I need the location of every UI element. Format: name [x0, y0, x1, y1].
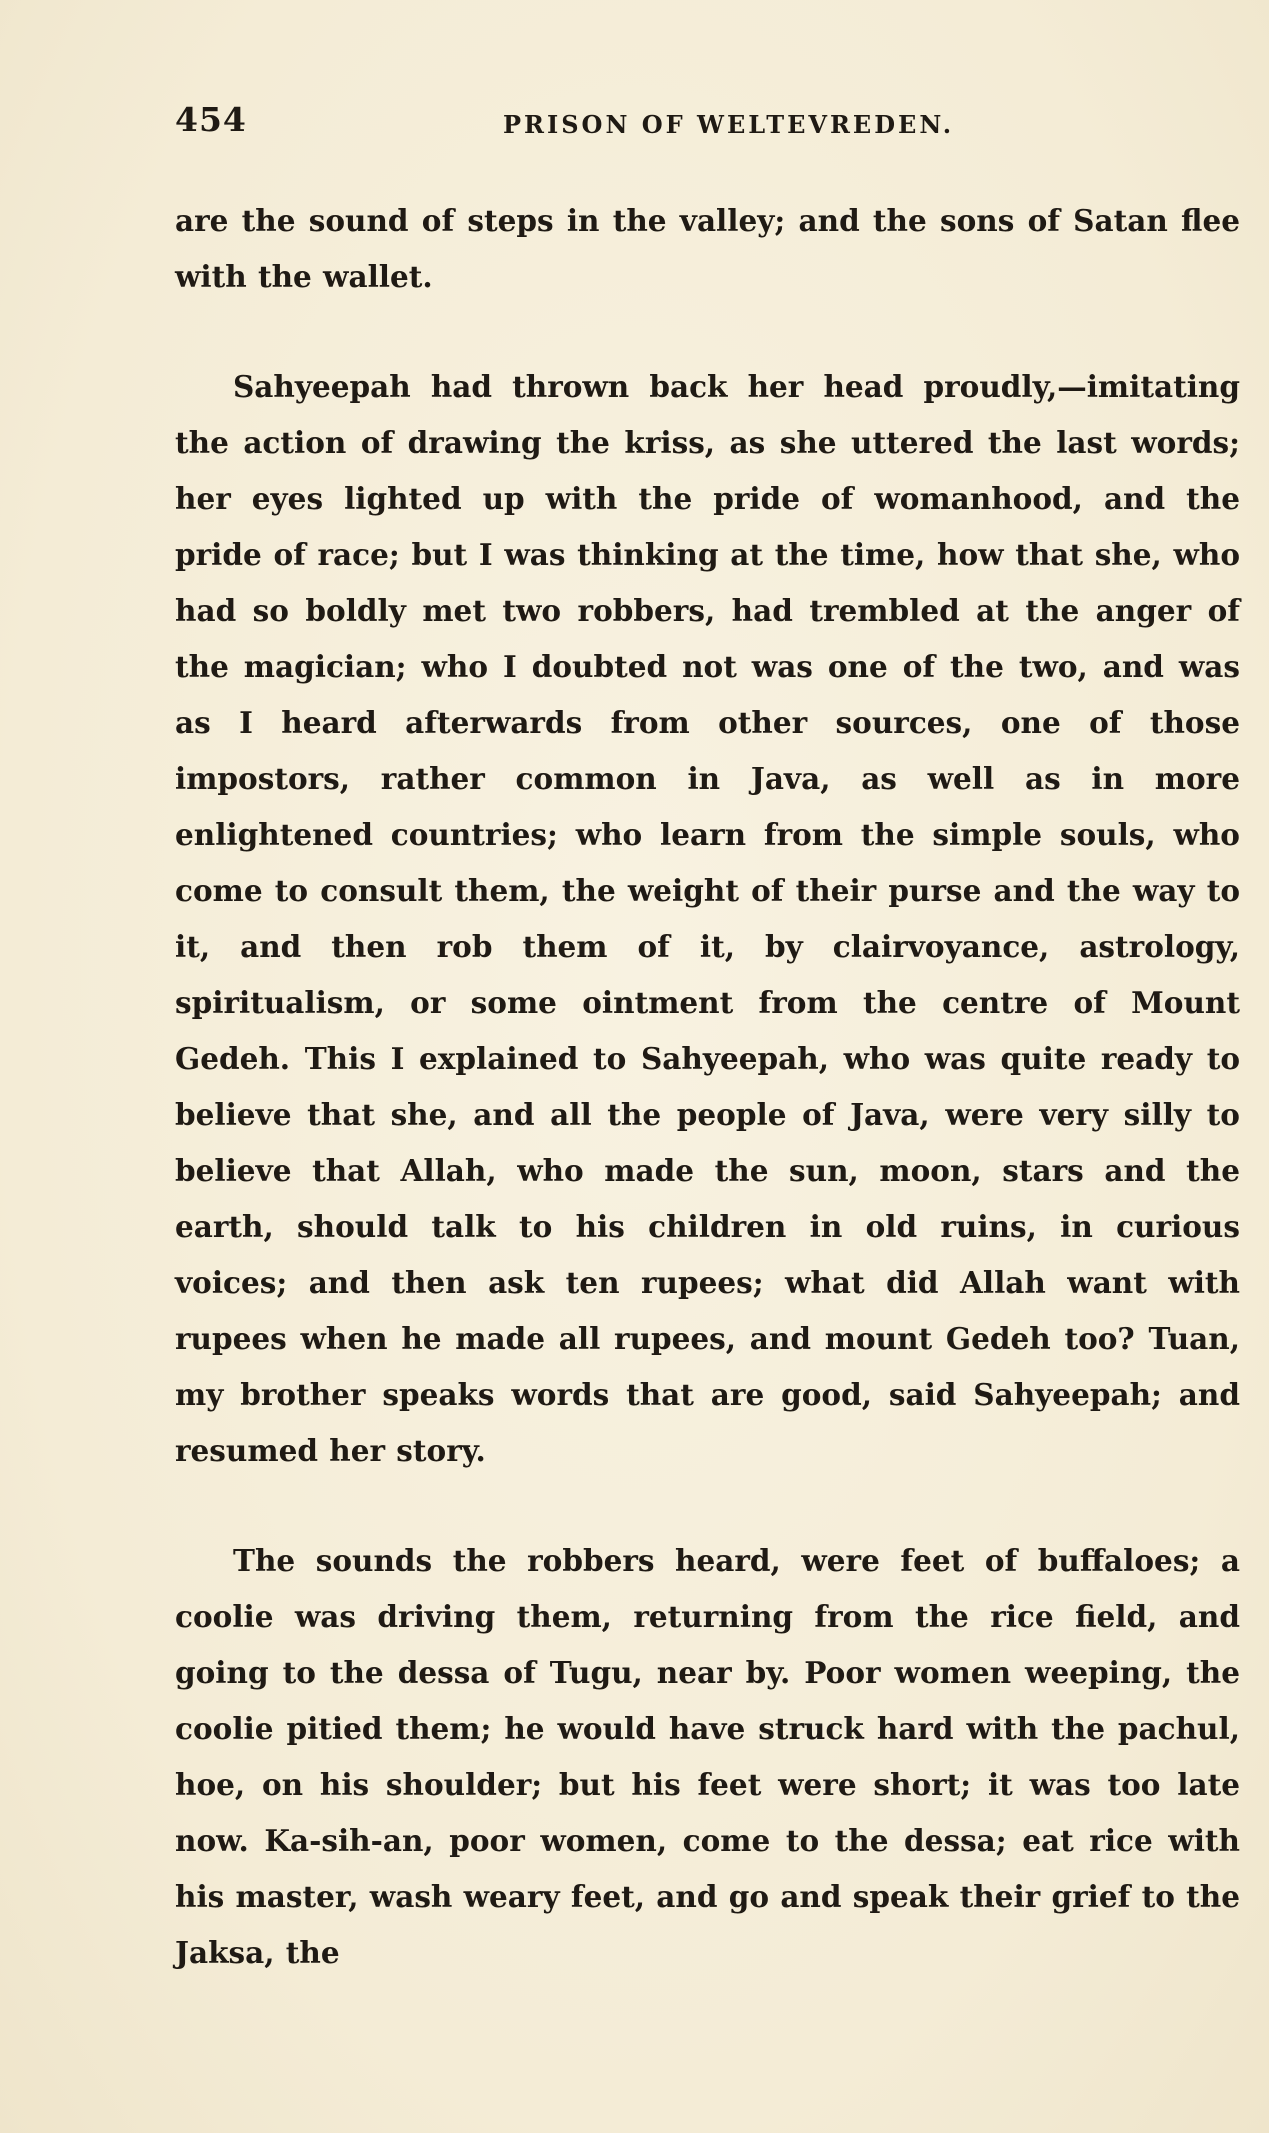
page-number: 454 [175, 100, 247, 139]
paragraph-sahyeepah: Sahyeepah had thrown back her head proudly,—imitating the action of drawing the kriss, as she uttered the last words; her eyes lighted up with the pride of womanhood, and the pride of race; but I was thinking at the time, how that she, who had so boldly met two robbers, had trembled at the anger of the magician; who I doubted not was one of the two, and was as I heard afterwards from other sources, one of those impostors, rather common in Java, as well as in more enlightened countries; who learn from the simple souls, who come to consult them, the weight of their purse and the way to it, and then rob them of it, by clairvoyance, astrology, spiritualism, or some ointment from the centre of Mount Gedeh. This I explained to Sahyeepah, who was quite ready to believe that she, and all the people of Java, were very silly to believe that Allah, who made the sun, moon, stars and the earth, should talk to his children in old ruins, in curious voices; and then ask ten rupees; what did Allah want with rupees when he made all rupees, and mount Gedeh too? Tuan, my brother speaks words that are good, said Sahyeepah; and resumed her story. [175, 369, 1240, 1468]
body-text [175, 193, 1240, 1981]
paragraph-robbers: The sounds the robbers heard, were feet of buffaloes; a coolie was driving them, returning from the rice field, and going to the dessa of Tugu, near by. Poor women weeping, the coolie pitied them; he would have struck hard with the pachul, hoe, on his shoulder; but his feet were short; it was too late now. Ka-sih-an, poor women, come to the dessa; eat rice with his master, wash weary feet, and go and speak their grief to the Jaksa, the [175, 1543, 1240, 1970]
running-head: PRISON OF WELTEVREDEN. [503, 110, 955, 139]
page-header [175, 100, 1240, 144]
paragraph-gap [175, 305, 1240, 359]
paragraph-continuation: are the sound of steps in the valley; and the sons of Satan flee with the wallet. [175, 203, 1240, 294]
paragraph-gap [175, 1479, 1240, 1533]
